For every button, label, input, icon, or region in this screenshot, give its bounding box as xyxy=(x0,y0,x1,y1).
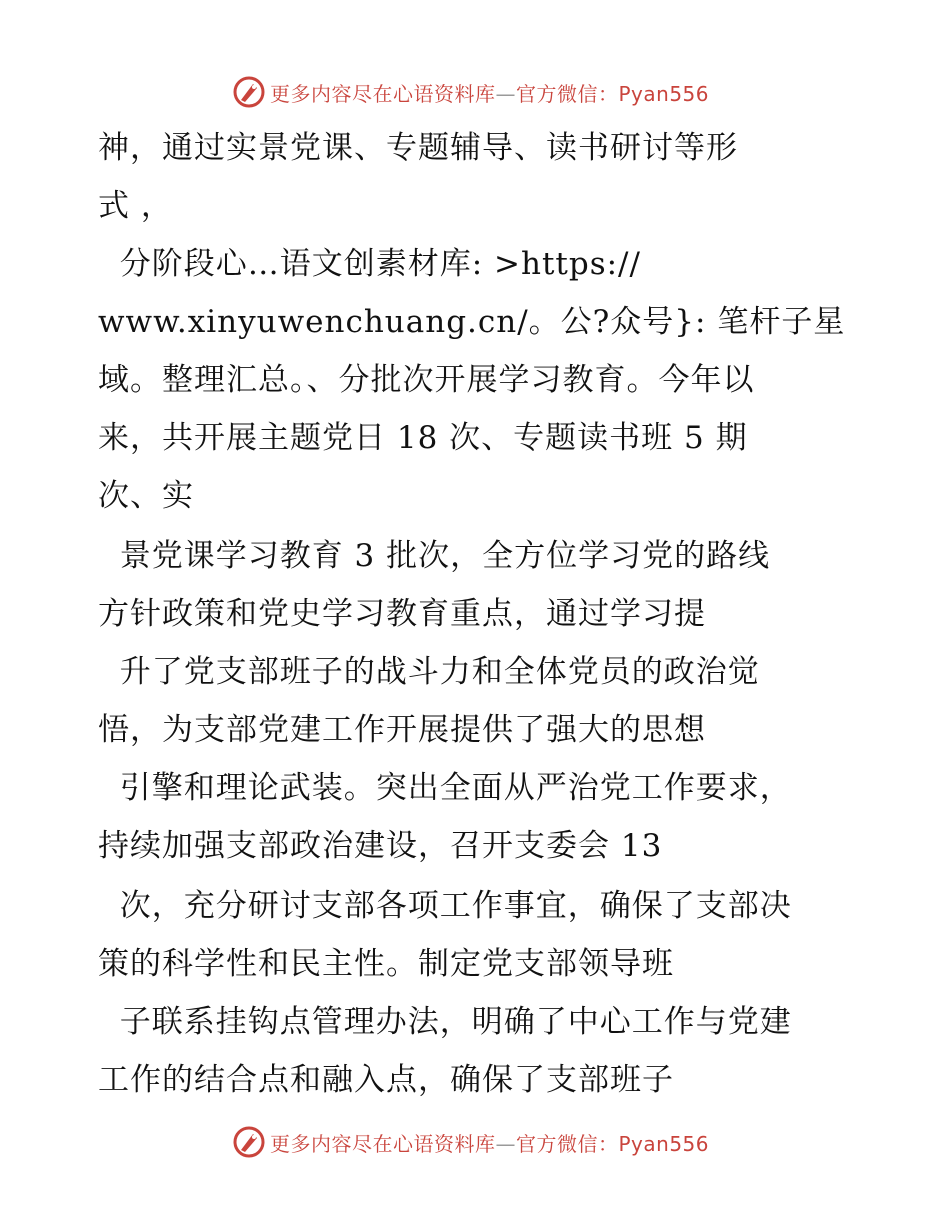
pen-nib-logo-icon xyxy=(232,1125,266,1159)
body-line: 悟，为支部党建工作开展提供了强大的思想 xyxy=(98,712,706,748)
banner-wechat-label: 官方微信： xyxy=(516,81,619,106)
body-line: 升了党支部班子的战斗力和全体党员的政治觉 xyxy=(98,654,760,690)
banner-separator: — xyxy=(495,1131,516,1156)
header-banner xyxy=(0,72,950,112)
body-line: 工作的结合点和融入点，确保了支部班子 xyxy=(98,1062,674,1098)
body-line: 子联系挂钩点管理办法，明确了中心工作与党建 xyxy=(98,1004,792,1040)
body-line: 式 ， xyxy=(98,188,173,224)
banner-wechat-label: 官方微信： xyxy=(516,1131,619,1156)
body-line: 域。整理汇总。、分批次开展学习教育。今年以 xyxy=(98,362,755,398)
banner-caption xyxy=(270,1128,709,1157)
banner-site-text: 更多内容尽在心语资料库 xyxy=(270,81,496,106)
body-line: 策的科学性和民主性。制定党支部领导班 xyxy=(98,946,674,982)
body-line: www.xinyuwenchuang.cn/。公?众号}: 笔杆子星 xyxy=(98,304,846,340)
body-line: 持续加强支部政治建设，召开支委会 13 xyxy=(98,828,663,864)
banner-caption xyxy=(270,78,709,107)
body-line: 神，通过实景党课、专题辅导、读书研讨等形 xyxy=(98,130,738,166)
pen-nib-logo-icon xyxy=(232,75,266,109)
body-line: 景党课学习教育 3 批次，全方位学习党的路线 xyxy=(98,538,771,574)
banner-site-text: 更多内容尽在心语资料库 xyxy=(270,1131,496,1156)
body-line: 方针政策和党史学习教育重点，通过学习提 xyxy=(98,596,706,632)
body-line: 分阶段心…语文创素材库: >https:// xyxy=(98,246,641,282)
body-line: 次，充分研讨支部各项工作事宜，确保了支部决 xyxy=(98,888,792,924)
body-line: 引擎和理论武装。突出全面从严治党工作要求， xyxy=(98,770,792,806)
banner-separator: — xyxy=(495,81,516,106)
body-line: 次、实 xyxy=(98,478,194,514)
banner-wechat-id: Pyan556 xyxy=(618,81,710,106)
body-line: 来，共开展主题党日 18 次、专题读书班 5 期 xyxy=(98,420,748,456)
banner-wechat-id: Pyan556 xyxy=(618,1131,710,1156)
footer-banner xyxy=(0,1122,950,1162)
